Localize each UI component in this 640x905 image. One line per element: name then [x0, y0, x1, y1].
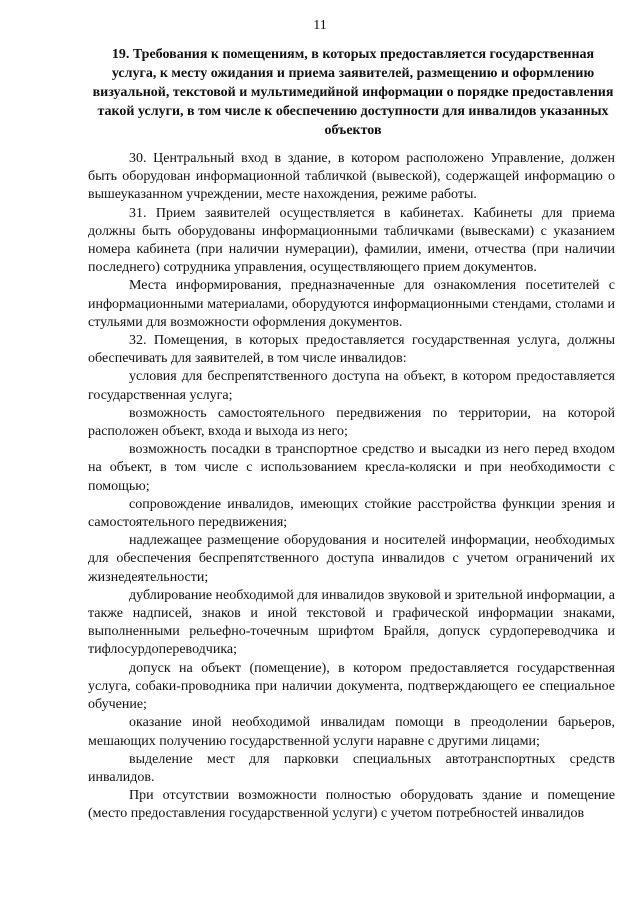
page-number: 11	[313, 18, 327, 33]
section-heading: 19. Требования к помещениям, в которых предоставляется государственная услуга, к месту ожидания и приема заявителей, размещению и оформлению визуальной, текстовой и мультимедийной информации о порядке предоставления такой услуги, в том числе к обеспечению доступности для инвалидов указанных объектов	[92, 47, 614, 138]
paragraph-31-reception: 31. Прием заявителей осуществляется в кабинетах. Кабинеты для приема должны быть оборудованы информационными табличками (вывесками) с указанием номера кабинета (при наличии нумерации), фамилии, имени, отчества (при наличии последнего) сотрудника управления, осуществляющего прием документов.	[88, 205, 615, 276]
list-item-assistance: оказание иной необходимой инвалидам помощи в преодолении барьеров, мешающих получению государственной услуги наравне с другими лицами;	[88, 715, 615, 749]
list-item-equipment: надлежащее размещение оборудования и носителей информации, необходимых для обеспечения беспрепятственного доступа инвалидов с учетом ограничений их жизнедеятельности;	[88, 533, 615, 585]
document-body	[88, 150, 615, 824]
list-item-guide-dog: допуск на объект (помещение), в котором предоставляется государственная услуга, собаки-проводника при наличии документа, подтверждающего ее специальное обучение;	[88, 660, 615, 713]
paragraph-32-premises: 32. Помещения, в которых предоставляется государственная услуга, должны обеспечивать для заявителей, в том числе инвалидов:	[88, 333, 615, 367]
paragraph-30-entrance: 30. Центральный вход в здание, в котором расположено Управление, должен быть оборудован информационной табличкой (вывеской), содержащей информацию о вышеуказанном учреждении, месте нахождения, режиме работы.	[88, 151, 615, 203]
list-item-access-conditions: условия для беспрепятственного доступа на объект, в котором предоставляется государственная услуга;	[88, 369, 615, 403]
paragraph-alternative: При отсутствии возможности полностью оборудовать здание и помещение (место предоставления государственной услуги) с учетом потребностей инвалидов	[88, 788, 615, 822]
list-item-transport: возможность посадки в транспортное средство и высадки из него перед входом на объект, в том числе с использованием кресла-коляски и при необходимости с помощью;	[88, 442, 615, 494]
list-item-movement: возможность самостоятельного передвижения по территории, на которой расположен объект, входа и выхода из него;	[88, 405, 615, 440]
paragraph-info-places: Места информирования, предназначенные для ознакомления посетителей с информационными материалами, оборудуются информационными стендами, столами и стульями для возможности оформления документов.	[88, 278, 615, 330]
list-item-escort: сопровождение инвалидов, имеющих стойкие расстройства функции зрения и самостоятельного передвижения;	[88, 496, 615, 531]
list-item-parking: выделение мест для парковки специальных автотранспортных средств инвалидов.	[88, 751, 615, 785]
list-item-braille: дублирование необходимой для инвалидов звуковой и зрительной информации, а также надписей, знаков и иной текстовой и графической информации знаками, выполненными рельефно-точечным шрифтом Брайля, допуск сурдопереводчика и тифлосурдопереводчика;	[88, 587, 615, 658]
